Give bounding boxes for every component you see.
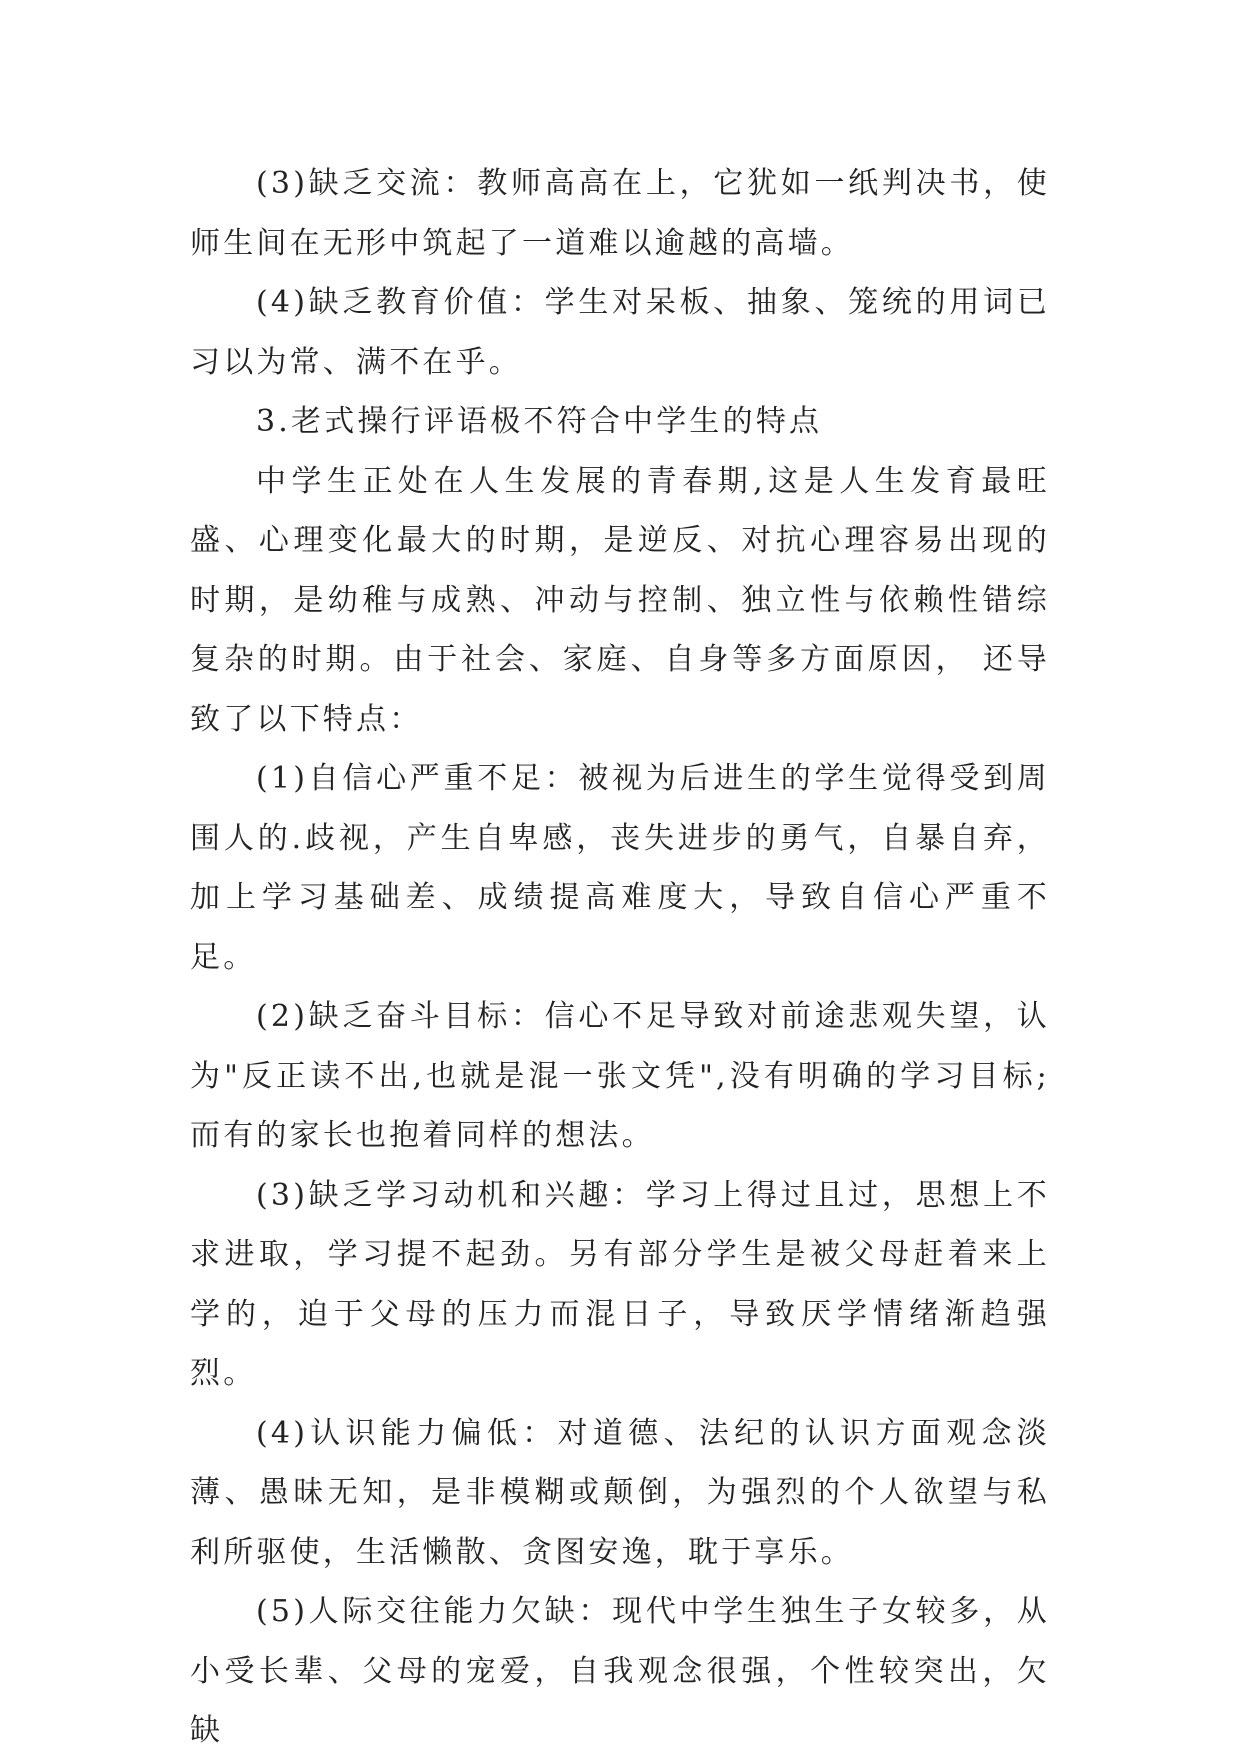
paragraph-lack-communication: (3)缺乏交流：教师高高在上，它犹如一纸判决书，使师生间在无形中筑起了一道难以逾越的高墙。 — [190, 166, 1050, 261]
paragraph-low-cognition: (4)认识能力偏低：对道德、法纪的认识方面观念淡薄、愚昧无知，是非模糊或颠倒，为强烈的个人欲望与私利所驱使，生活懒散、贪图安逸，耽于享乐。 — [190, 1415, 1050, 1570]
paragraph-self-confidence: (1)自信心严重不足：被视为后进生的学生觉得受到周围人的.歧视，产生自卑感，丧失进步的勇气，自暴自弃，加上学习基础差、成绩提高难度大，导致自信心严重不足。 — [190, 761, 1050, 975]
paragraph-interpersonal-skills: (5)人际交往能力欠缺：现代中学生独生子女较多，从小受长辈、父母的宠爱，自我观念很强，个性较突出，欠缺 — [190, 1594, 1050, 1748]
paragraph-lack-motivation: (3)缺乏学习动机和兴趣：学习上得过且过，思想上不求进取，学习提不起劲。另有部分学生是被父母赶着来上学的，迫于父母的压力而混日子，导致厌学情绪渐趋强烈。 — [190, 1177, 1050, 1391]
section-heading-3: 3.老式操行评语极不符合中学生的特点 — [256, 404, 823, 439]
paragraph-lack-educational-value: (4)缺乏教育价值：学生对呆板、抽象、笼统的用词已习以为常、满不在乎。 — [190, 285, 1050, 380]
paragraph-lack-goals: (2)缺乏奋斗目标：信心不足导致对前途悲观失望，认为"反正读不出,也就是混一张文凭",没有明确的学习目标;而有的家长也抱着同样的想法。 — [190, 999, 1050, 1153]
document-body — [190, 154, 1050, 1761]
paragraph-adolescence: 中学生正处在人生发展的青春期,这是人生发育最旺盛、心理变化最大的时期，是逆反、对抗心理容易出现的时期，是幼稚与成熟、冲动与控制、独立性与依赖性错综复杂的时期。由于社会、家庭、自身等多方面原因， 还导致了以下特点： — [190, 463, 1050, 737]
